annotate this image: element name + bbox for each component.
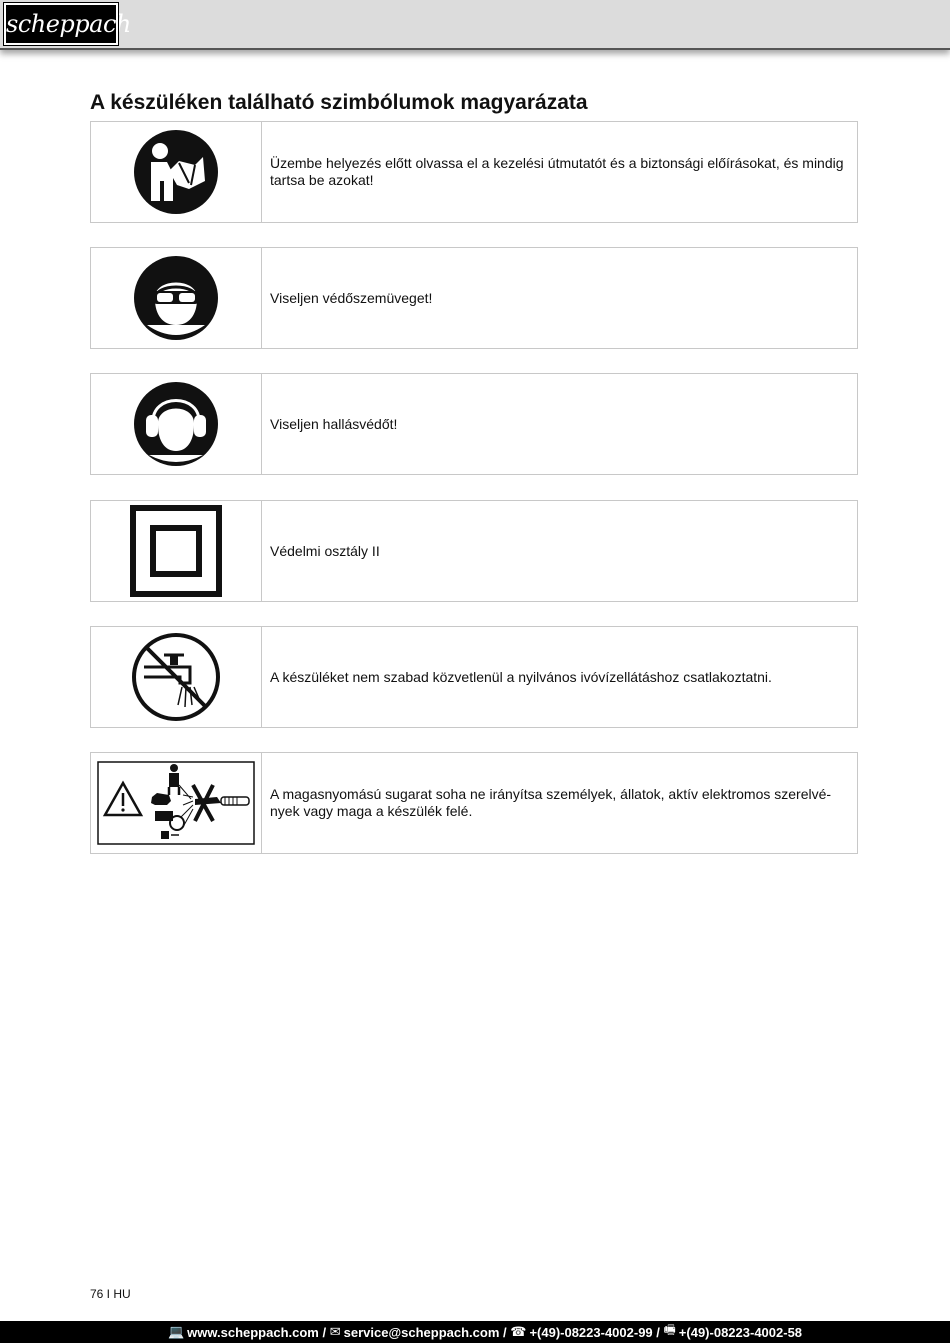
icon-cell [91,248,262,348]
header-band [0,0,950,50]
footer-separator: / [652,1324,664,1340]
page-number: 76 I HU [90,1287,131,1301]
symbol-description: Viseljen védőszemüveget! [270,289,433,306]
symbol-row [90,247,858,349]
safety-goggles-icon [133,255,219,341]
email-icon: ✉ [329,1324,341,1339]
phone-number: +(49)-08223-4002-99 [529,1324,653,1340]
high-pressure-jet-warning-icon [97,761,255,845]
phone-icon: ☎ [510,1324,527,1339]
symbol-row [90,752,858,854]
symbol-description: A készüléket nem szabad közvetlenül a nyilvános ivóvízellátáshoz csatlakoztatni. [270,668,772,685]
icon-cell [91,627,262,727]
protection-class-ii-icon [130,505,222,597]
symbol-description: A magasnyomású sugarat soha ne irányítsa személyek, állatok, aktív elektromos szerelvé-nyek vagy maga a készülék felé. [270,786,832,819]
website-link[interactable]: www.scheppach.com [187,1324,319,1340]
icon-cell [91,122,262,222]
computer-icon: 💻 [167,1324,185,1339]
icon-cell [91,374,262,474]
symbol-row [90,500,858,602]
scheppach-logo[interactable]: scheppach [4,3,118,45]
footer-bar [0,1321,950,1343]
ear-protection-icon [133,381,219,467]
page-title: A készüléken található szimbólumok magyarázata [90,91,588,114]
footer-separator: / [499,1324,511,1340]
icon-cell [91,501,262,601]
icon-cell [91,753,262,853]
email-link[interactable]: service@scheppach.com [343,1324,500,1340]
fax-icon: 🖷 [663,1322,676,1337]
fax-number: +(49)-08223-4002-58 [678,1324,803,1340]
read-manual-icon [133,129,219,215]
symbol-row [90,626,858,728]
symbol-row [90,121,858,223]
no-drinking-water-connection-icon [130,631,222,723]
symbol-description: Viseljen hallásvédőt! [270,415,398,432]
symbol-description: Üzembe helyezés előtt olvassa el a kezelési útmutatót és a biztonsági előírásokat, és mindig tartsa be azokat! [270,155,844,188]
footer-separator: / [318,1324,330,1340]
symbol-description: Védelmi osztály II [270,542,380,559]
symbol-row [90,373,858,475]
